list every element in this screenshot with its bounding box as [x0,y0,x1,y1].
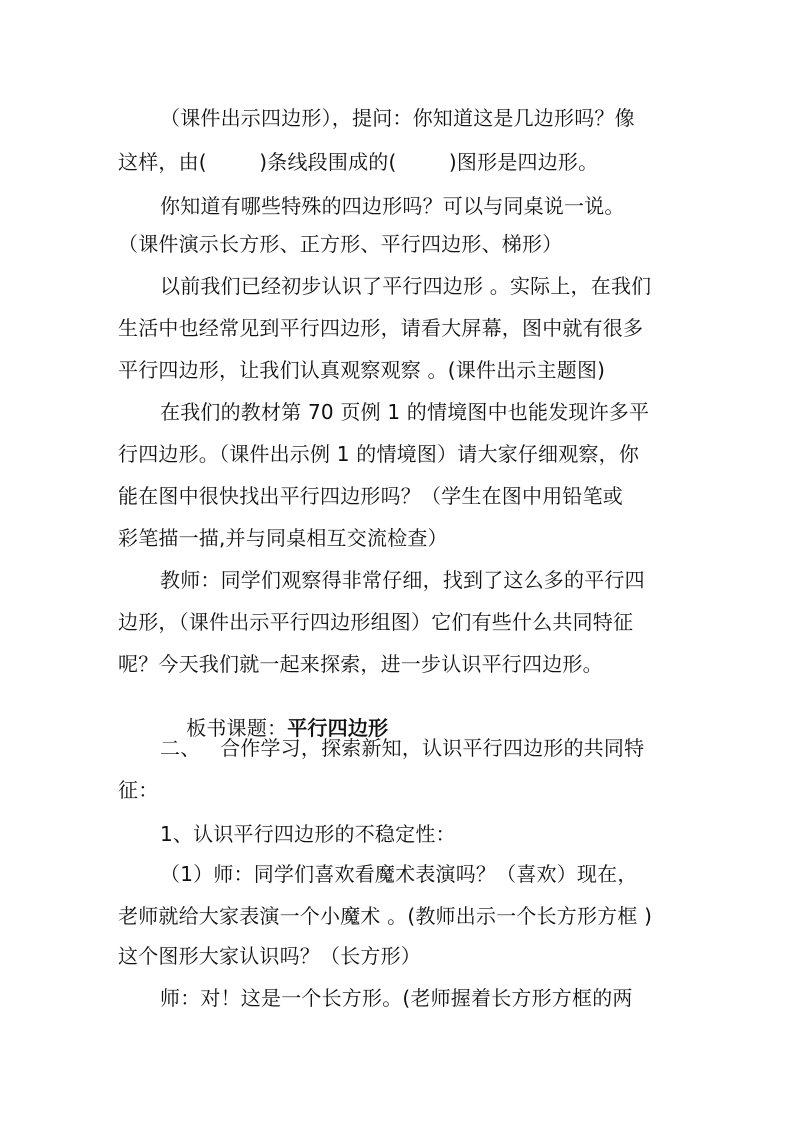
text-line: 生活中也经常见到平行四边形，请看大屏幕，图中就有很多 [118,316,644,340]
text-line: 师：对！这是一个长方形。(老师握着长方形方框的两 [160,986,633,1010]
text-line: 以前我们已经初步认识了平行四边形 。实际上，在我们 [160,274,652,298]
text-line: 这个图形大家认识吗？（长方形） [118,944,421,968]
text-line: 行四边形。（课件出示例 1 的情境图）请大家仔细观察，你 [118,442,640,466]
text-line: 这样，由( )条线段围成的( )图形是四边形。 [118,150,599,174]
text-line: 在我们的教材第 70 页例 1 的情境图中也能发现许多平 [160,400,650,424]
text-line: 呢？今天我们就一起来探索，进一步认识平行四边形。 [118,652,603,676]
text-line: 平行四边形，让我们认真观察观察 。(课件出示主题图) [118,358,606,382]
text-line: （课件出示四边形），提问：你知道这是几边形吗？像 [160,106,635,130]
text-line: 边形，（课件出示平行四边形组图）它们有些什么共同特征 [118,610,634,634]
board-title-label: 板书课题： [186,716,288,740]
text-line: （1）师：同学们喜欢看魔术表演吗？（喜欢）现在， [160,862,638,886]
text-line: 征： [118,778,159,802]
text-line: 老师就给大家表演一个小魔术 。(教师出示一个长方形方框 ) [118,904,653,928]
text-line: 彩笔描一描,并与同桌相互交流检查） [118,526,448,550]
text-line: 你知道有哪些特殊的四边形吗？可以与同桌说一说。 [160,194,625,218]
subsection-heading: 1、认识平行四边形的不稳定性： [160,822,456,846]
text-line: 教师：同学们观察得非常仔细，找到了这么多的平行四 [160,568,645,592]
text-line: 能在图中很快找出平行四边形吗？（学生在图中用铅笔或 [118,484,623,508]
board-title: 平行四边形 [287,716,389,740]
text-line: （课件演示长方形、正方形、平行四边形、梯形） [118,232,563,256]
section-heading: 二、 合作学习，探索新知，认识平行四边形的共同特 [160,736,645,760]
